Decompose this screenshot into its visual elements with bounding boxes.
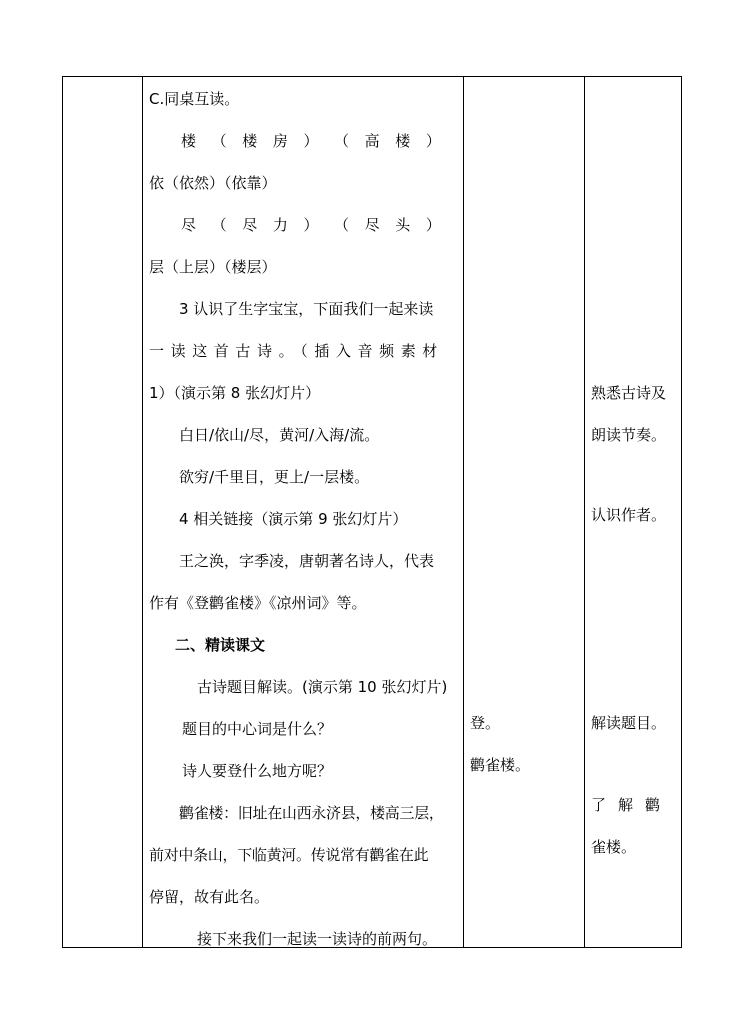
text-line: 停留，故有此名。: [149, 888, 270, 906]
lesson-table: [62, 76, 682, 948]
text-line: 朗读节奏。: [591, 426, 667, 444]
text-line: 作有《登鹳雀楼》《凉州词》等。: [149, 594, 367, 612]
text-line: 王之涣，字季凌，唐朝著名诗人，代表: [179, 552, 435, 570]
text-line: 鹳雀楼。: [470, 756, 531, 774]
text-line: 楼 （ 楼 房 ） （ 高 楼 ）: [181, 132, 441, 150]
text-line: 白日/依山/尽，黄河/入海/流。: [179, 426, 380, 444]
text-line: 3 认识了生字宝宝，下面我们一起来读: [179, 300, 434, 318]
text-line: 熟悉古诗及: [591, 384, 667, 402]
text-line: 依（依然）（依靠）: [149, 174, 277, 192]
column-divider: [584, 77, 585, 947]
text-line: 4 相关链接（演示第 9 张幻灯片）: [179, 510, 408, 528]
text-line: 题目的中心词是什么？: [182, 720, 333, 738]
text-line: 鹳雀楼：旧址在山西永济县，楼高三层，: [179, 804, 444, 822]
text-line: 雀楼。: [591, 838, 637, 856]
text-line: 了解鹳: [591, 796, 673, 814]
section-heading: 二、精读课文: [175, 636, 266, 654]
text-line: 尽 （ 尽 力 ） （ 尽 头 ）: [181, 216, 441, 234]
column-divider: [463, 77, 464, 947]
text-line: 接下来我们一起读一读诗的前两句。: [197, 930, 438, 948]
design-intent-cell: [591, 77, 679, 947]
text-line: 解读题目。: [591, 714, 667, 732]
text-line: 古诗题目解读。(演示第 10 张幻灯片): [197, 678, 448, 696]
text-line: 1）（演示第 8 张幻灯片）: [149, 384, 321, 402]
text-line: C.同桌互读。: [149, 90, 240, 108]
column-divider: [142, 77, 143, 947]
student-activity-cell: [470, 77, 580, 947]
text-line: 诗人要登什么地方呢？: [182, 762, 333, 780]
text-line: 前对中条山，下临黄河。传说常有鹳雀在此: [149, 846, 429, 864]
text-line: 一读这首古诗。（插入音频素材: [149, 342, 444, 360]
teaching-process-cell: [149, 77, 461, 947]
text-line: 登。: [470, 714, 501, 732]
text-line: 层（上层）（楼层）: [149, 258, 277, 276]
text-line: 欲穷/千里目，更上/一层楼。: [179, 468, 370, 486]
text-line: 认识作者。: [591, 506, 667, 524]
